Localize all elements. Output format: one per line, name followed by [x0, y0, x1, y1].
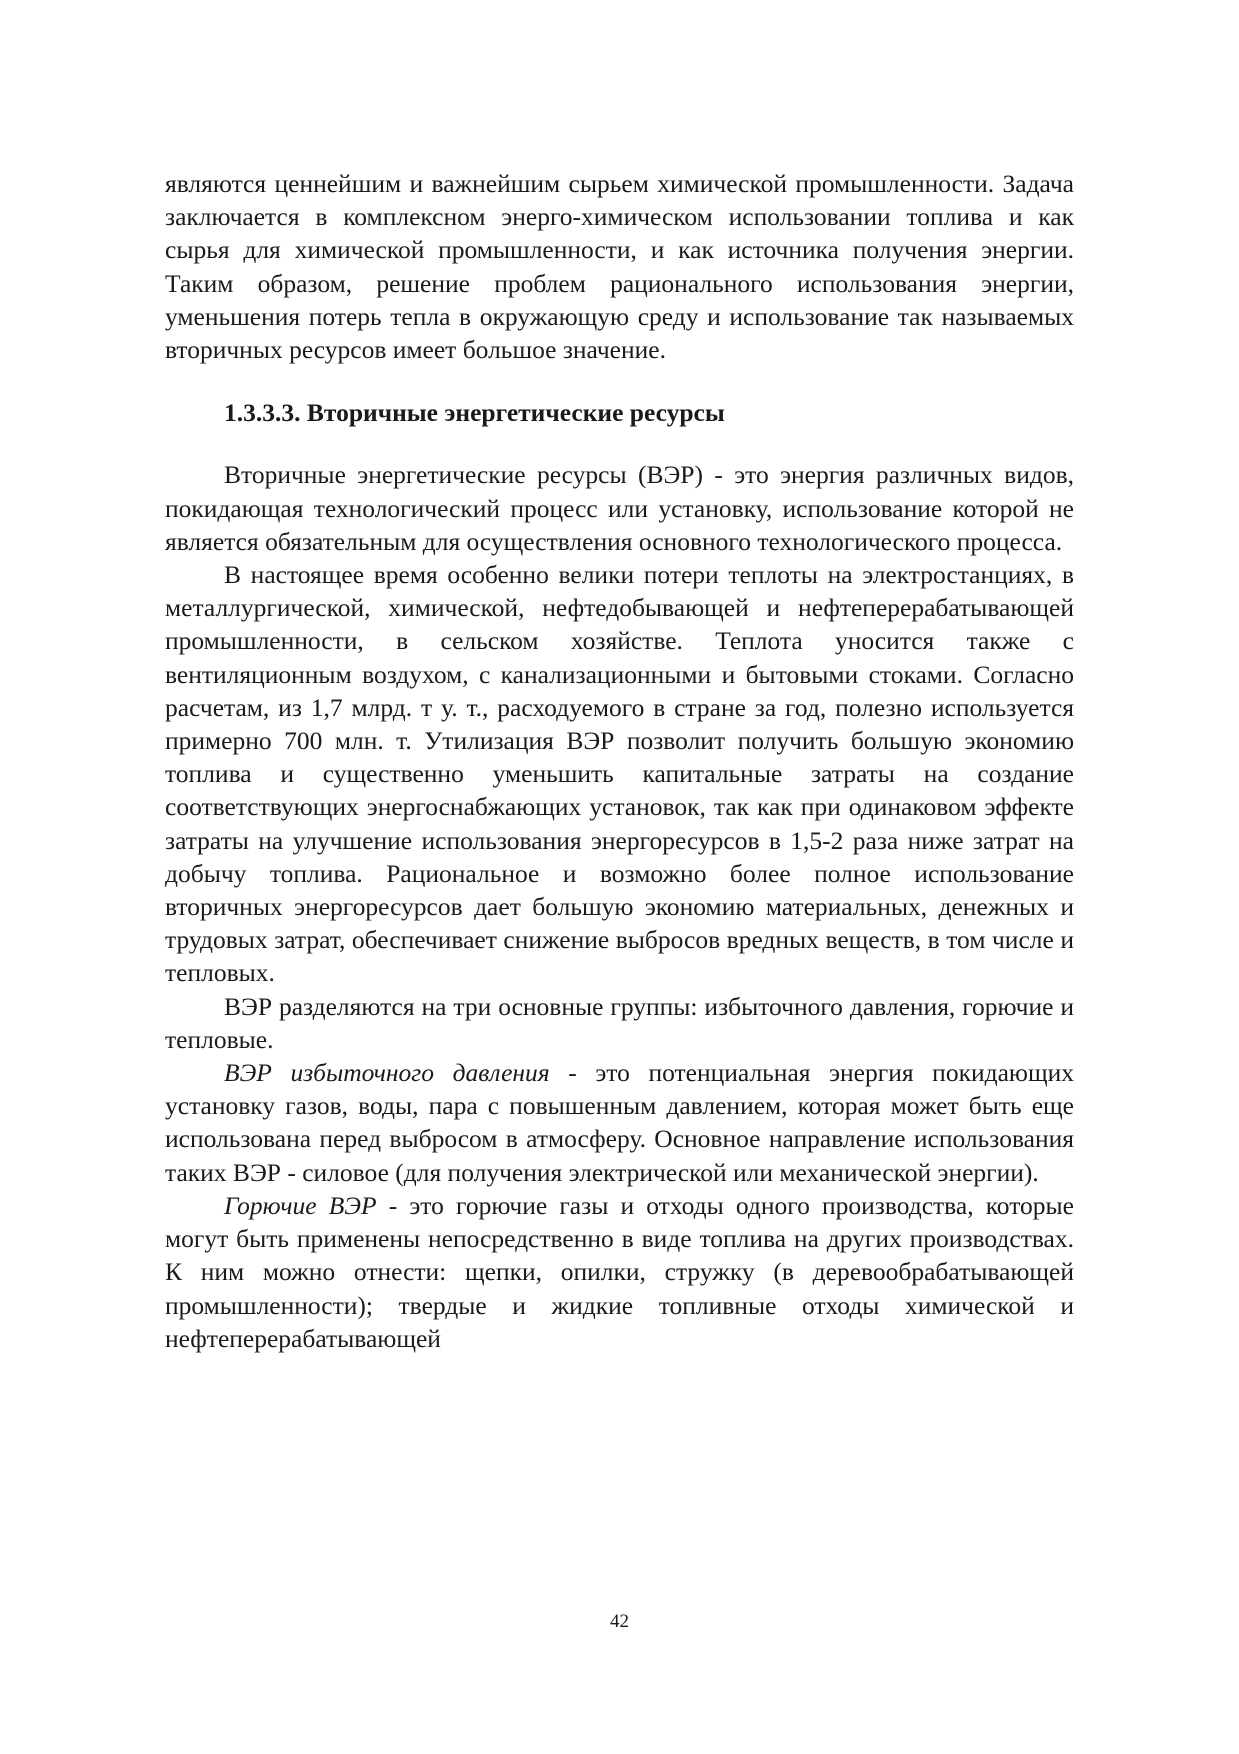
paragraph-pressure-text: - это потенциальная энергия покидающих установку газов, воды, пара с повышенным давлением, которая может быть еще использована перед выбросом в атмосферу. Основное направление использования таких ВЭР - силовое (для получения электрической или механической энергии). [165, 1058, 1074, 1187]
paragraph-pressure [165, 1056, 1074, 1189]
section-heading: 1.3.3.3. Вторичные энергетические ресурсы [224, 398, 725, 428]
page-body [165, 167, 1074, 1355]
term-pressure: ВЭР избыточного давления [224, 1058, 550, 1088]
paragraph-definition: Вторичные энергетические ресурсы (ВЭР) - это энергия различных видов, покидающая технологический процесс или установку, использование которой не является обязательным для осуществления основного технологического процесса. [165, 460, 1074, 556]
paragraph-combustible-text: - это горючие газы и отходы одного производства, которые могут быть применены непосредственно в виде топлива на других производствах. К ним можно отнести: щепки, опилки, стружку (в деревообрабатывающей промышленности); твердые и жидкие топливные отходы химической и нефтеперерабатывающей [165, 1190, 1074, 1353]
page-number: 42 [610, 1611, 629, 1632]
paragraph-intro: являются ценнейшим и важнейшим сырьем химической промышленности. Задача заключается в комплексном энерго-химическом использовании топлива и как сырья для химической промышленности, и как источника получения энергии. Таким образом, решение проблем рационального использования энергии, уменьшения потерь тепла в окружающую среду и использование так называемых вторичных ресурсов имеет большое значение. [165, 169, 1074, 365]
paragraph-losses: В настоящее время особенно велики потери теплоты на электростанциях, в металлургической, химической, нефтедобывающей и нефтеперерабатывающей промышленности, в сельском хозяйстве. Теплота уносится также с вентиляционным воздухом, с канализационными и бытовыми стоками. Согласно расчетам, из 1,7 млрд. т у. т., расходуемого в стране за год, полезно используется примерно 700 млн. т. Утилизация ВЭР позволит получить большую экономию топлива и существенно уменьшить капитальные затраты на создание соответствующих энергоснабжающих установок, так как при одинаковом эффекте затраты на улучшение использования энергоресурсов в 1,5-2 раза ниже затрат на добычу топлива. Рациональное и возможно более полное использование вторичных энергоресурсов дает большую экономию материальных, денежных и трудовых затрат, обеспечивает снижение выбросов вредных веществ, в том числе и тепловых. [165, 560, 1074, 988]
paragraph-combustible [165, 1189, 1074, 1355]
term-combustible: Горючие ВЭР [224, 1190, 377, 1220]
paragraph-groups: ВЭР разделяются на три основные группы: избыточного давления, горючие и тепловые. [165, 991, 1074, 1054]
